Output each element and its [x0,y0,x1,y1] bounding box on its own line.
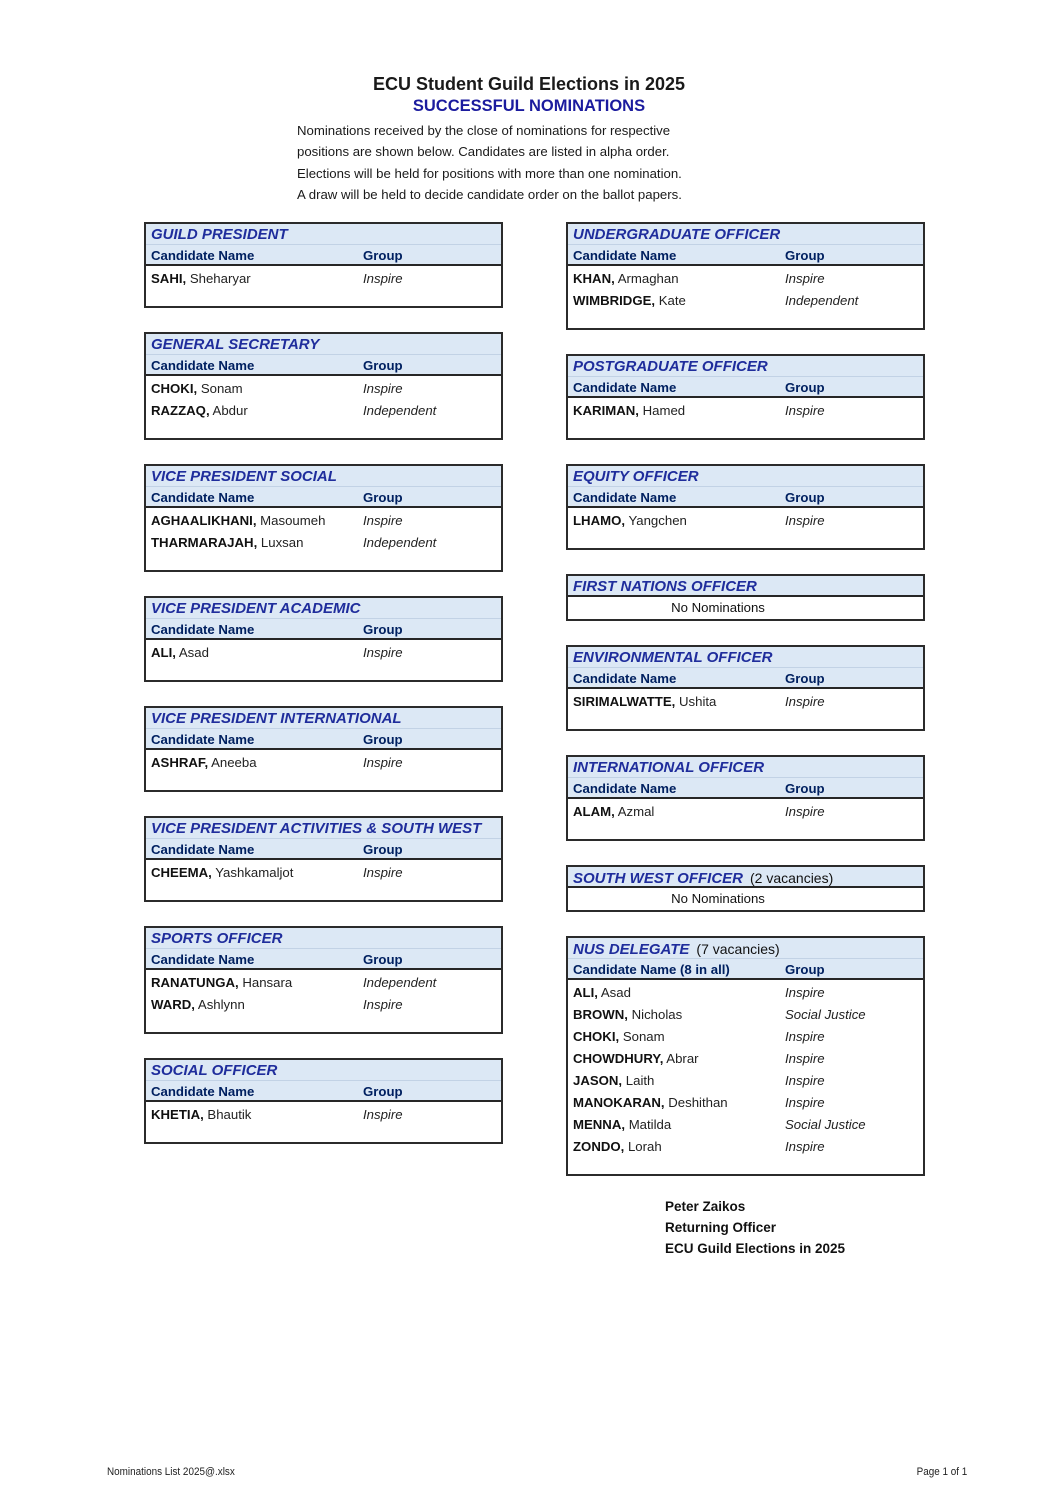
table-column-headers [568,245,923,266]
table-title: VICE PRESIDENT ACADEMIC [151,600,361,617]
table-title-suffix: (2 vacancies) [750,870,834,886]
table-column-headers [568,377,923,398]
candidate-row [146,532,501,554]
table-title: VICE PRESIDENT INTERNATIONAL [151,710,402,727]
signature-line: ECU Guild Elections in 2025 [665,1241,846,1256]
candidate-row [568,982,923,1004]
candidate-surname: CHOKI, [151,381,198,396]
intro-line: positions are shown below. Candidates are listed in alpha order. [297,144,670,160]
candidate-given-name: Sonam [619,1029,665,1044]
candidate-row [146,1104,501,1126]
column-header-group: Group [785,671,825,686]
candidate-surname: THARMARAJAH, [151,535,258,550]
candidate-group: Inspire [785,985,825,1000]
nominations-table [144,926,503,1034]
nominations-table [566,755,925,841]
table-title-row [568,867,923,888]
table-title: VICE PRESIDENT SOCIAL [151,468,337,485]
candidate-surname: WIMBRIDGE, [573,293,656,308]
table-rows [568,266,923,328]
column-header-group: Group [785,380,825,395]
candidate-row [146,510,501,532]
candidate-given-name: Luxsan [257,535,304,550]
nominations-table [144,596,503,682]
column-header-candidate-name: Candidate Name [151,490,255,505]
signature-line: Peter Zaikos [665,1199,746,1214]
table-rows [146,1102,501,1142]
candidate-surname: ALI, [151,645,176,660]
candidate-surname: ZONDO, [573,1139,625,1154]
table-column-headers [146,1081,501,1102]
candidate-row [568,1026,923,1048]
column-header-candidate-name: Candidate Name [573,671,677,686]
candidate-given-name: Nicholas [627,1007,683,1022]
column-header-candidate-name: Candidate Name [151,358,255,373]
table-title-row [568,576,923,597]
column-header-group: Group [363,952,403,967]
table-title-row [568,466,923,487]
table-title: GENERAL SECRETARY [151,336,320,353]
candidate-group: Inspire [363,513,403,528]
candidate-row [146,268,501,290]
candidate-surname: LHAMO, [573,513,626,528]
nominations-table [566,574,925,621]
column-header-candidate-name: Candidate Name [573,490,677,505]
table-column-headers [146,355,501,376]
table-title-row [146,224,501,245]
column-header-candidate-name: Candidate Name [151,1084,255,1099]
table-column-headers [146,487,501,508]
candidate-row [568,1070,923,1092]
candidate-row [568,268,923,290]
candidate-surname: ALI, [573,985,598,1000]
table-rows [146,266,501,306]
table-rows [568,888,923,910]
candidate-group: Independent [785,293,859,308]
table-column-headers [146,729,501,750]
candidate-surname: SIRIMALWATTE, [573,694,676,709]
candidate-row [146,642,501,664]
intro-paragraph [297,120,1058,205]
table-title-row [568,647,923,668]
column-header-group: Group [363,490,403,505]
candidate-given-name: Bhautik [203,1107,252,1122]
right-column [566,222,925,1200]
table-title-row [146,1060,501,1081]
candidate-group: Inspire [785,1139,825,1154]
candidate-surname: MANOKARAN, [573,1095,665,1110]
candidate-group: Inspire [785,513,825,528]
candidate-given-name: Sonam [197,381,243,396]
no-nominations-label: No Nominations [671,600,765,615]
candidate-group: Social Justice [785,1117,866,1132]
candidate-group: Inspire [785,403,825,418]
candidate-group: Inspire [363,997,403,1012]
candidate-row [568,691,923,713]
table-title: FIRST NATIONS OFFICER [573,578,757,595]
candidate-given-name: Ushita [675,694,717,709]
column-header-group: Group [363,732,403,747]
candidate-given-name: Armaghan [614,271,679,286]
candidate-row [146,400,501,422]
candidate-given-name: Sheharyar [186,271,251,286]
table-rows [568,799,923,839]
table-rows [146,860,501,900]
candidate-row [568,510,923,532]
intro-line: Nominations received by the close of nominations for respective [297,123,671,138]
table-rows [146,508,501,570]
table-title-row [568,757,923,778]
column-header-candidate-name: Candidate Name (8 in all) [573,962,730,977]
page-subtitle: SUCCESSFUL NOMINATIONS [412,97,646,115]
table-rows [146,750,501,790]
candidate-given-name: Abrar [663,1051,699,1066]
candidate-group: Inspire [363,755,403,770]
candidate-row [568,801,923,823]
table-title-row [146,598,501,619]
candidate-surname: ASHRAF, [151,755,209,770]
column-header-candidate-name: Candidate Name [151,622,255,637]
nominations-table [144,332,503,440]
column-header-candidate-name: Candidate Name [151,842,255,857]
footer-page-number: Page 1 of 1 [916,1466,967,1478]
table-rows [146,970,501,1032]
left-column [144,222,503,1168]
candidate-surname: SAHI, [151,271,187,286]
footer-filename: Nominations List 2025@.xlsx [107,1466,235,1478]
table-column-headers [146,619,501,640]
column-header-group: Group [785,248,825,263]
candidate-given-name: Yashkamaljot [211,865,294,880]
candidate-row [146,378,501,400]
column-header-group: Group [363,842,403,857]
candidate-surname: CHOWDHURY, [573,1051,664,1066]
candidate-row [568,1092,923,1114]
candidate-group: Inspire [785,694,825,709]
table-title: VICE PRESIDENT ACTIVITIES & SOUTH WEST [151,820,482,837]
candidate-group: Inspire [785,1029,825,1044]
candidate-surname: RANATUNGA, [151,975,239,990]
candidate-surname: BROWN, [573,1007,628,1022]
column-header-candidate-name: Candidate Name [151,952,255,967]
table-title: POSTGRADUATE OFFICER [573,358,768,375]
candidate-row [146,994,501,1016]
candidate-group: Inspire [363,865,403,880]
column-header-candidate-name: Candidate Name [151,732,255,747]
nominations-table [144,706,503,792]
table-title-row [146,708,501,729]
candidate-surname: CHOKI, [573,1029,620,1044]
table-title: UNDERGRADUATE OFFICER [573,226,781,243]
candidate-row [146,862,501,884]
nominations-table [566,865,925,912]
candidate-surname: RAZZAQ, [151,403,210,418]
nominations-table [144,1058,503,1144]
candidate-surname: WARD, [151,997,195,1012]
candidate-surname: JASON, [573,1073,623,1088]
nominations-table [566,645,925,731]
intro-line: Elections will be held for positions with more than one nomination. [297,165,682,181]
table-title-row [146,928,501,949]
candidate-surname: MENNA, [573,1117,626,1132]
candidate-surname: ALAM, [573,804,615,819]
candidate-given-name: Asad [597,985,631,1000]
signature-block [665,1196,845,1259]
table-title-row [146,818,501,839]
candidate-group: Inspire [363,645,403,660]
candidate-group: Inspire [785,804,825,819]
candidate-group: Independent [363,535,437,550]
candidate-surname: KARIMAN, [573,403,639,418]
candidate-given-name: Abdur [209,403,248,418]
table-rows [146,640,501,680]
candidate-given-name: Aneeba [208,755,257,770]
candidate-given-name: Ashlynn [194,997,245,1012]
intro-line: A draw will be held to decide candidate order on the ballot papers. [297,186,682,202]
table-title: INTERNATIONAL OFFICER [573,759,765,776]
candidate-given-name: Asad [175,645,209,660]
candidate-group: Inspire [363,381,403,396]
candidate-group: Inspire [363,271,403,286]
candidate-surname: KHETIA, [151,1107,204,1122]
table-title: NUS DELEGATE [573,941,690,958]
no-nominations-label: No Nominations [671,891,765,906]
column-header-candidate-name: Candidate Name [573,380,677,395]
nominations-table [144,222,503,308]
candidate-row [568,1048,923,1070]
candidate-row [568,1114,923,1136]
column-header-candidate-name: Candidate Name [573,781,677,796]
candidate-given-name: Deshithan [664,1095,728,1110]
nominations-table [144,816,503,902]
candidate-given-name: Yangchen [625,513,687,528]
table-title-row [146,334,501,355]
candidate-group: Inspire [785,1073,825,1088]
table-column-headers [146,949,501,970]
table-title-row [568,356,923,377]
candidate-given-name: Hamed [638,403,686,418]
candidate-surname: AGHAALIKHANI, [151,513,257,528]
candidate-row [568,1136,923,1158]
nominations-table [566,354,925,440]
table-title-suffix: (7 vacancies) [696,941,780,957]
table-rows [568,597,923,619]
table-column-headers [146,839,501,860]
column-header-group: Group [363,1084,403,1099]
candidate-row [146,752,501,774]
column-header-group: Group [363,622,403,637]
nominations-table [566,936,925,1176]
candidate-group: Independent [363,403,437,418]
table-rows [568,508,923,548]
nominations-table [144,464,503,572]
candidate-surname: KHAN, [573,271,615,286]
page-title: ECU Student Guild Elections in 2025 [372,74,686,94]
nominations-table [566,464,925,550]
signature-line: Returning Officer [665,1220,777,1235]
table-column-headers [568,959,923,980]
table-column-headers [568,487,923,508]
candidate-row [568,400,923,422]
table-rows [568,689,923,729]
candidate-row [568,290,923,312]
table-title: ENVIRONMENTAL OFFICER [573,649,773,666]
table-title: SPORTS OFFICER [151,930,283,947]
candidate-group: Inspire [363,1107,403,1122]
table-rows [568,980,923,1174]
candidate-given-name: Lorah [624,1139,662,1154]
table-title: SOUTH WEST OFFICER [573,870,743,887]
column-header-candidate-name: Candidate Name [573,248,677,263]
table-column-headers [568,668,923,689]
candidate-group: Inspire [785,1095,825,1110]
candidate-group: Independent [363,975,437,990]
table-column-headers [146,245,501,266]
table-column-headers [568,778,923,799]
table-title-row [568,938,923,959]
candidate-given-name: Matilda [625,1117,672,1132]
page-footer [107,1466,967,1478]
candidate-group: Inspire [785,271,825,286]
table-title-row [568,224,923,245]
table-title: SOCIAL OFFICER [151,1062,278,1079]
nominations-table [566,222,925,330]
candidate-row [568,1004,923,1026]
column-header-group: Group [363,358,403,373]
candidate-given-name: Azmal [614,804,655,819]
candidate-group: Inspire [785,1051,825,1066]
table-title: GUILD PRESIDENT [151,226,288,243]
candidate-surname: CHEEMA, [151,865,212,880]
candidate-given-name: Laith [622,1073,655,1088]
candidate-given-name: Hansara [238,975,293,990]
table-title: EQUITY OFFICER [573,468,699,485]
candidate-given-name: Kate [655,293,686,308]
column-header-group: Group [785,490,825,505]
candidate-given-name: Masoumeh [256,513,326,528]
column-header-group: Group [363,248,403,263]
table-rows [146,376,501,438]
column-header-group: Group [785,781,825,796]
candidate-row [146,972,501,994]
table-rows [568,398,923,438]
column-header-candidate-name: Candidate Name [151,248,255,263]
column-header-group: Group [785,962,825,977]
table-title-row [146,466,501,487]
candidate-group: Social Justice [785,1007,866,1022]
